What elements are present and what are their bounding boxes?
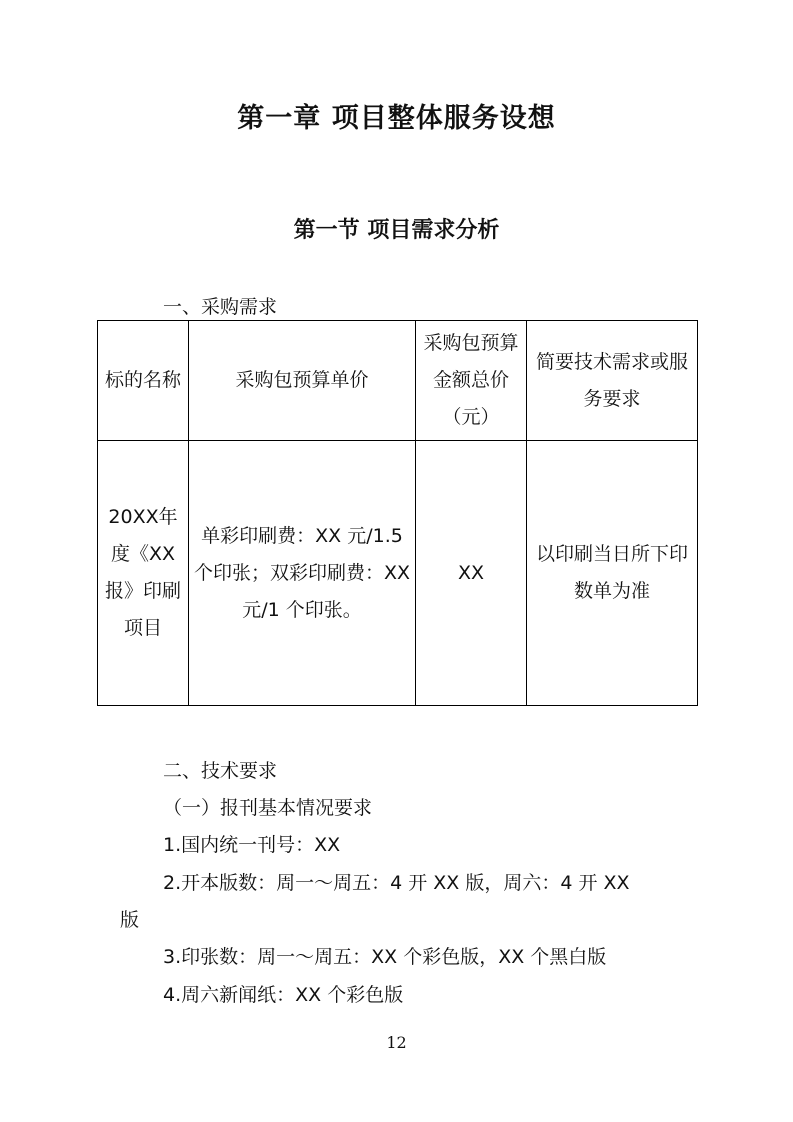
tech-heading: 二、技术要求 — [163, 760, 278, 782]
cell-item-name: 20XX年度《XX报》印刷项目 — [98, 441, 189, 706]
chapter-title: 第一章 项目整体服务设想 — [237, 103, 556, 134]
sub-heading: （一）报刊基本情况要求 — [163, 797, 373, 819]
header-requirement: 简要技术需求或服务要求 — [527, 321, 698, 441]
cell-unit-price: 单彩印刷费：XX 元/1.5 个印张；双彩印刷费：XX 元/1 个印张。 — [189, 441, 416, 706]
table-row — [98, 441, 698, 706]
list-item-2: 2.开本版数：周一～周五：4 开 XX 版，周六：4 开 XX — [163, 872, 630, 894]
cell-total-price: XX — [416, 441, 527, 706]
list-item-2-continued: 版 — [120, 909, 140, 931]
header-total-price: 采购包预算金额总价（元） — [416, 321, 527, 441]
list-item-1: 1.国内统一刊号：XX — [163, 834, 341, 856]
list-item-4: 4.周六新闻纸：XX 个彩色版 — [163, 984, 404, 1006]
list-item-3: 3.印张数：周一～周五：XX 个彩色版，XX 个黑白版 — [163, 946, 607, 968]
header-item-name: 标的名称 — [98, 321, 189, 441]
procurement-table — [97, 320, 698, 706]
procurement-heading: 一、采购需求 — [163, 296, 278, 318]
page-number: 12 — [386, 1033, 407, 1052]
header-unit-price: 采购包预算单价 — [189, 321, 416, 441]
table-header-row — [98, 321, 698, 441]
section-title: 第一节 项目需求分析 — [293, 218, 500, 243]
cell-requirement: 以印刷当日所下印数单为准 — [527, 441, 698, 706]
